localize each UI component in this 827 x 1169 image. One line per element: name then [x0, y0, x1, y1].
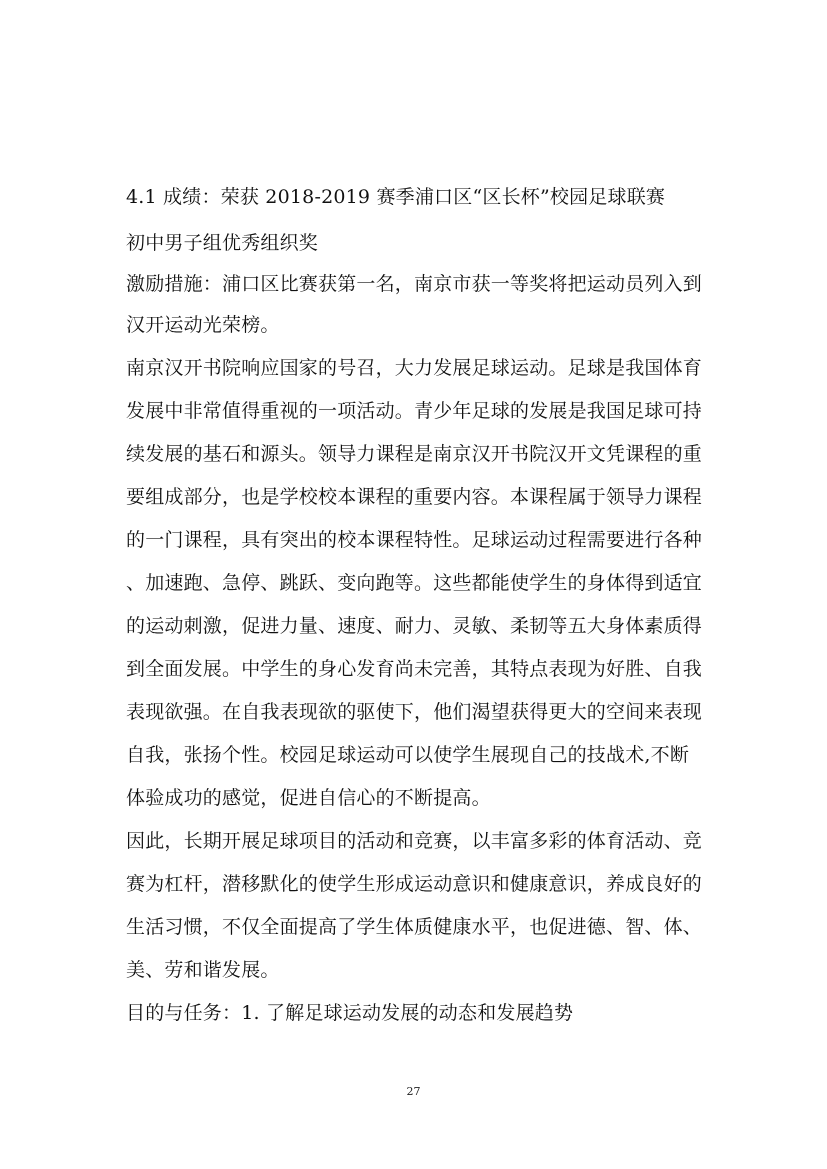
text-line: 因此，长期开展足球项目的活动和竞赛，以丰富多彩的体育活动、竞 — [126, 830, 703, 852]
text-line: 激励措施：浦口区比赛获第一名，南京市获一等奖将把运动员列入到 — [126, 273, 703, 295]
text-line: 要组成部分，也是学校校本课程的重要内容。本课程属于领导力课程 — [126, 486, 703, 508]
text-line: 自我，张扬个性。校园足球运动可以使学生展现自己的技战术,不断 — [126, 744, 690, 766]
text-line: 、加速跑、急停、跳跃、变向跑等。这些都能使学生的身体得到适宜 — [126, 572, 703, 594]
text-line: 美、劳和谐发展。 — [126, 959, 280, 981]
page-number: 27 — [406, 1085, 421, 1098]
text-line: 初中男子组优秀组织奖 — [126, 232, 319, 254]
text-line: 的一门课程，具有突出的校本课程特性。足球运动过程需要进行各种 — [126, 529, 703, 551]
text-line: 汉开运动光荣榜。 — [126, 314, 280, 336]
text-line: 目的与任务：1. 了解足球运动发展的动态和发展趋势 — [126, 1002, 574, 1024]
text-line: 生活习惯，不仅全面提高了学生体质健康水平，也促进德、智、体、 — [126, 916, 703, 938]
text-line: 赛为杠杆，潜移默化的使学生形成运动意识和健康意识，养成良好的 — [126, 873, 703, 895]
text-line: 的运动刺激，促进力量、速度、耐力、灵敏、柔韧等五大身体素质得 — [126, 615, 703, 637]
text-line: 续发展的基石和源头。领导力课程是南京汉开书院汉开文凭课程的重 — [126, 443, 703, 465]
text-line: 4.1 成绩：荣获 2018-2019 赛季浦口区“区长杯”校园足球联赛 — [126, 186, 666, 208]
text-line: 到全面发展。中学生的身心发育尚未完善，其特点表现为好胜、自我 — [126, 658, 703, 680]
text-line: 发展中非常值得重视的一项活动。青少年足球的发展是我国足球可持 — [126, 400, 703, 422]
text-line: 体验成功的感觉，促进自信心的不断提高。 — [126, 787, 491, 809]
text-line: 南京汉开书院响应国家的号召，大力发展足球运动。足球是我国体育 — [126, 357, 703, 379]
text-line: 表现欲强。在自我表现欲的驱使下，他们渴望获得更大的空间来表现 — [126, 701, 703, 723]
